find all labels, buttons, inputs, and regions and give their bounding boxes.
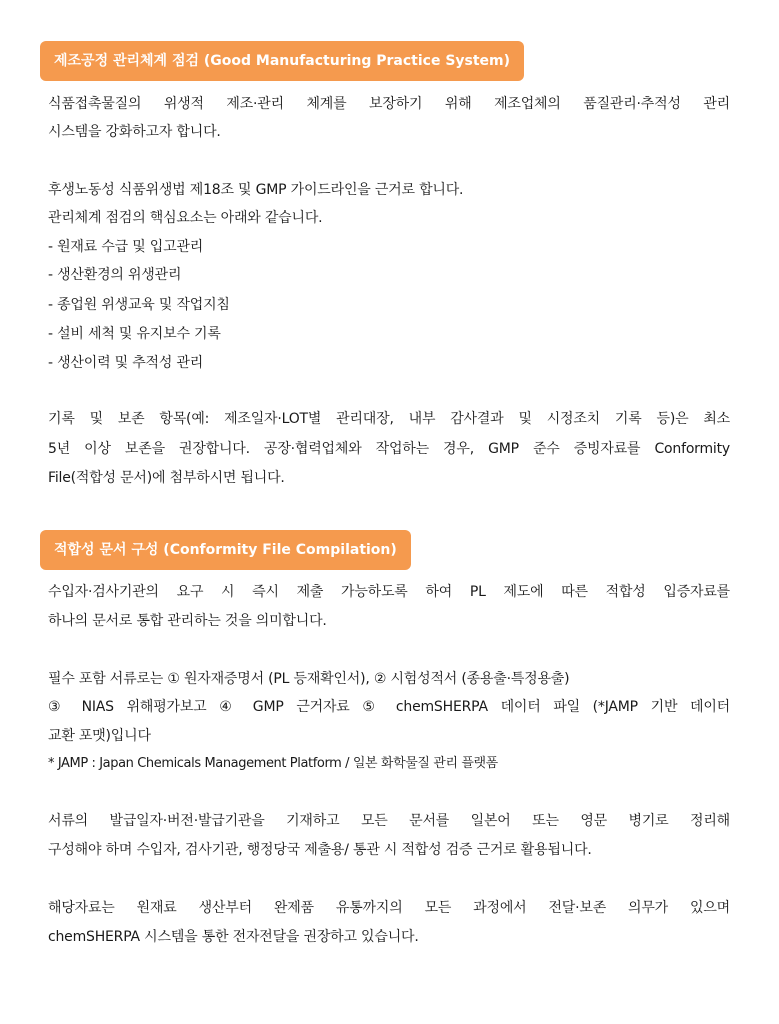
paragraph-line: 하나의 문서로 통합 관리하는 것을 의미합니다.: [48, 613, 327, 629]
paragraph-line: 서류의 발급일자·버전·발급기관을 기재하고 모든 문서를 일본어 또는 영문 병기로 정리해: [48, 813, 730, 829]
list-item: - 원재료 수급 및 입고관리: [48, 239, 204, 255]
list-item: - 종업원 위생교육 및 작업지침: [48, 297, 230, 313]
paragraph-line: 수입자·검사기관의 요구 시 즉시 제출 가능하도록 하여 PL 제도에 따른 적합성 입증자료를: [48, 584, 730, 600]
section-heading-conformity-file: 적합성 문서 구성 (Conformity File Compilation): [40, 530, 411, 570]
list-item: - 생산이력 및 추적성 관리: [48, 355, 204, 371]
paragraph-line: 시스템을 강화하고자 합니다.: [48, 124, 221, 140]
paragraph-line: 후생노동성 식품위생법 제18조 및 GMP 가이드라인을 근거로 합니다.: [48, 182, 464, 198]
list-item: - 설비 세척 및 유지보수 기록: [48, 326, 221, 342]
paragraph-line: chemSHERPA 시스템을 통한 전자전달을 권장하고 있습니다.: [48, 929, 419, 945]
paragraph-line: 필수 포함 서류로는 ① 원자재증명서 (PL 등재확인서), ② 시험성적서 (종용출·특정용출): [48, 671, 570, 687]
paragraph-line: 해당자료는 원재료 생산부터 완제품 유통까지의 모든 과정에서 전달·보존 의무가 있으며: [48, 900, 730, 916]
paragraph-line: 기록 및 보존 항목(예: 제조일자·LOT별 관리대장, 내부 감사결과 및 시정조치 기록 등)은 최소: [48, 411, 730, 427]
paragraph-line: 교환 포맷)입니다: [48, 728, 151, 744]
paragraph-line: ③ NIAS 위해평가보고 ④ GMP 근거자료 ⑤ chemSHERPA 데이터 파일 (*JAMP 기반 데이터: [48, 699, 730, 715]
footnote: * JAMP : Japan Chemicals Management Platform / 일본 화학물질 관리 플랫폼: [48, 756, 498, 771]
section-heading-gmp: 제조공정 관리체계 점검 (Good Manufacturing Practice System): [40, 41, 524, 81]
paragraph-line: 5년 이상 보존을 권장합니다. 공장·협력업체와 작업하는 경우, GMP 준수 증빙자료를 Conformity: [48, 441, 730, 457]
paragraph-line: 구성해야 하며 수입자, 검사기관, 행정당국 제출용/ 통관 시 적합성 검증 근거로 활용됩니다.: [48, 842, 592, 858]
paragraph-line: 식품접촉물질의 위생적 제조·관리 체계를 보장하기 위해 제조업체의 품질관리·추적성 관리: [48, 96, 730, 112]
list-item: - 생산환경의 위생관리: [48, 267, 182, 283]
paragraph-line: File(적합성 문서)에 첨부하시면 됩니다.: [48, 470, 285, 486]
paragraph-line: 관리체계 점검의 핵심요소는 아래와 같습니다.: [48, 210, 323, 226]
